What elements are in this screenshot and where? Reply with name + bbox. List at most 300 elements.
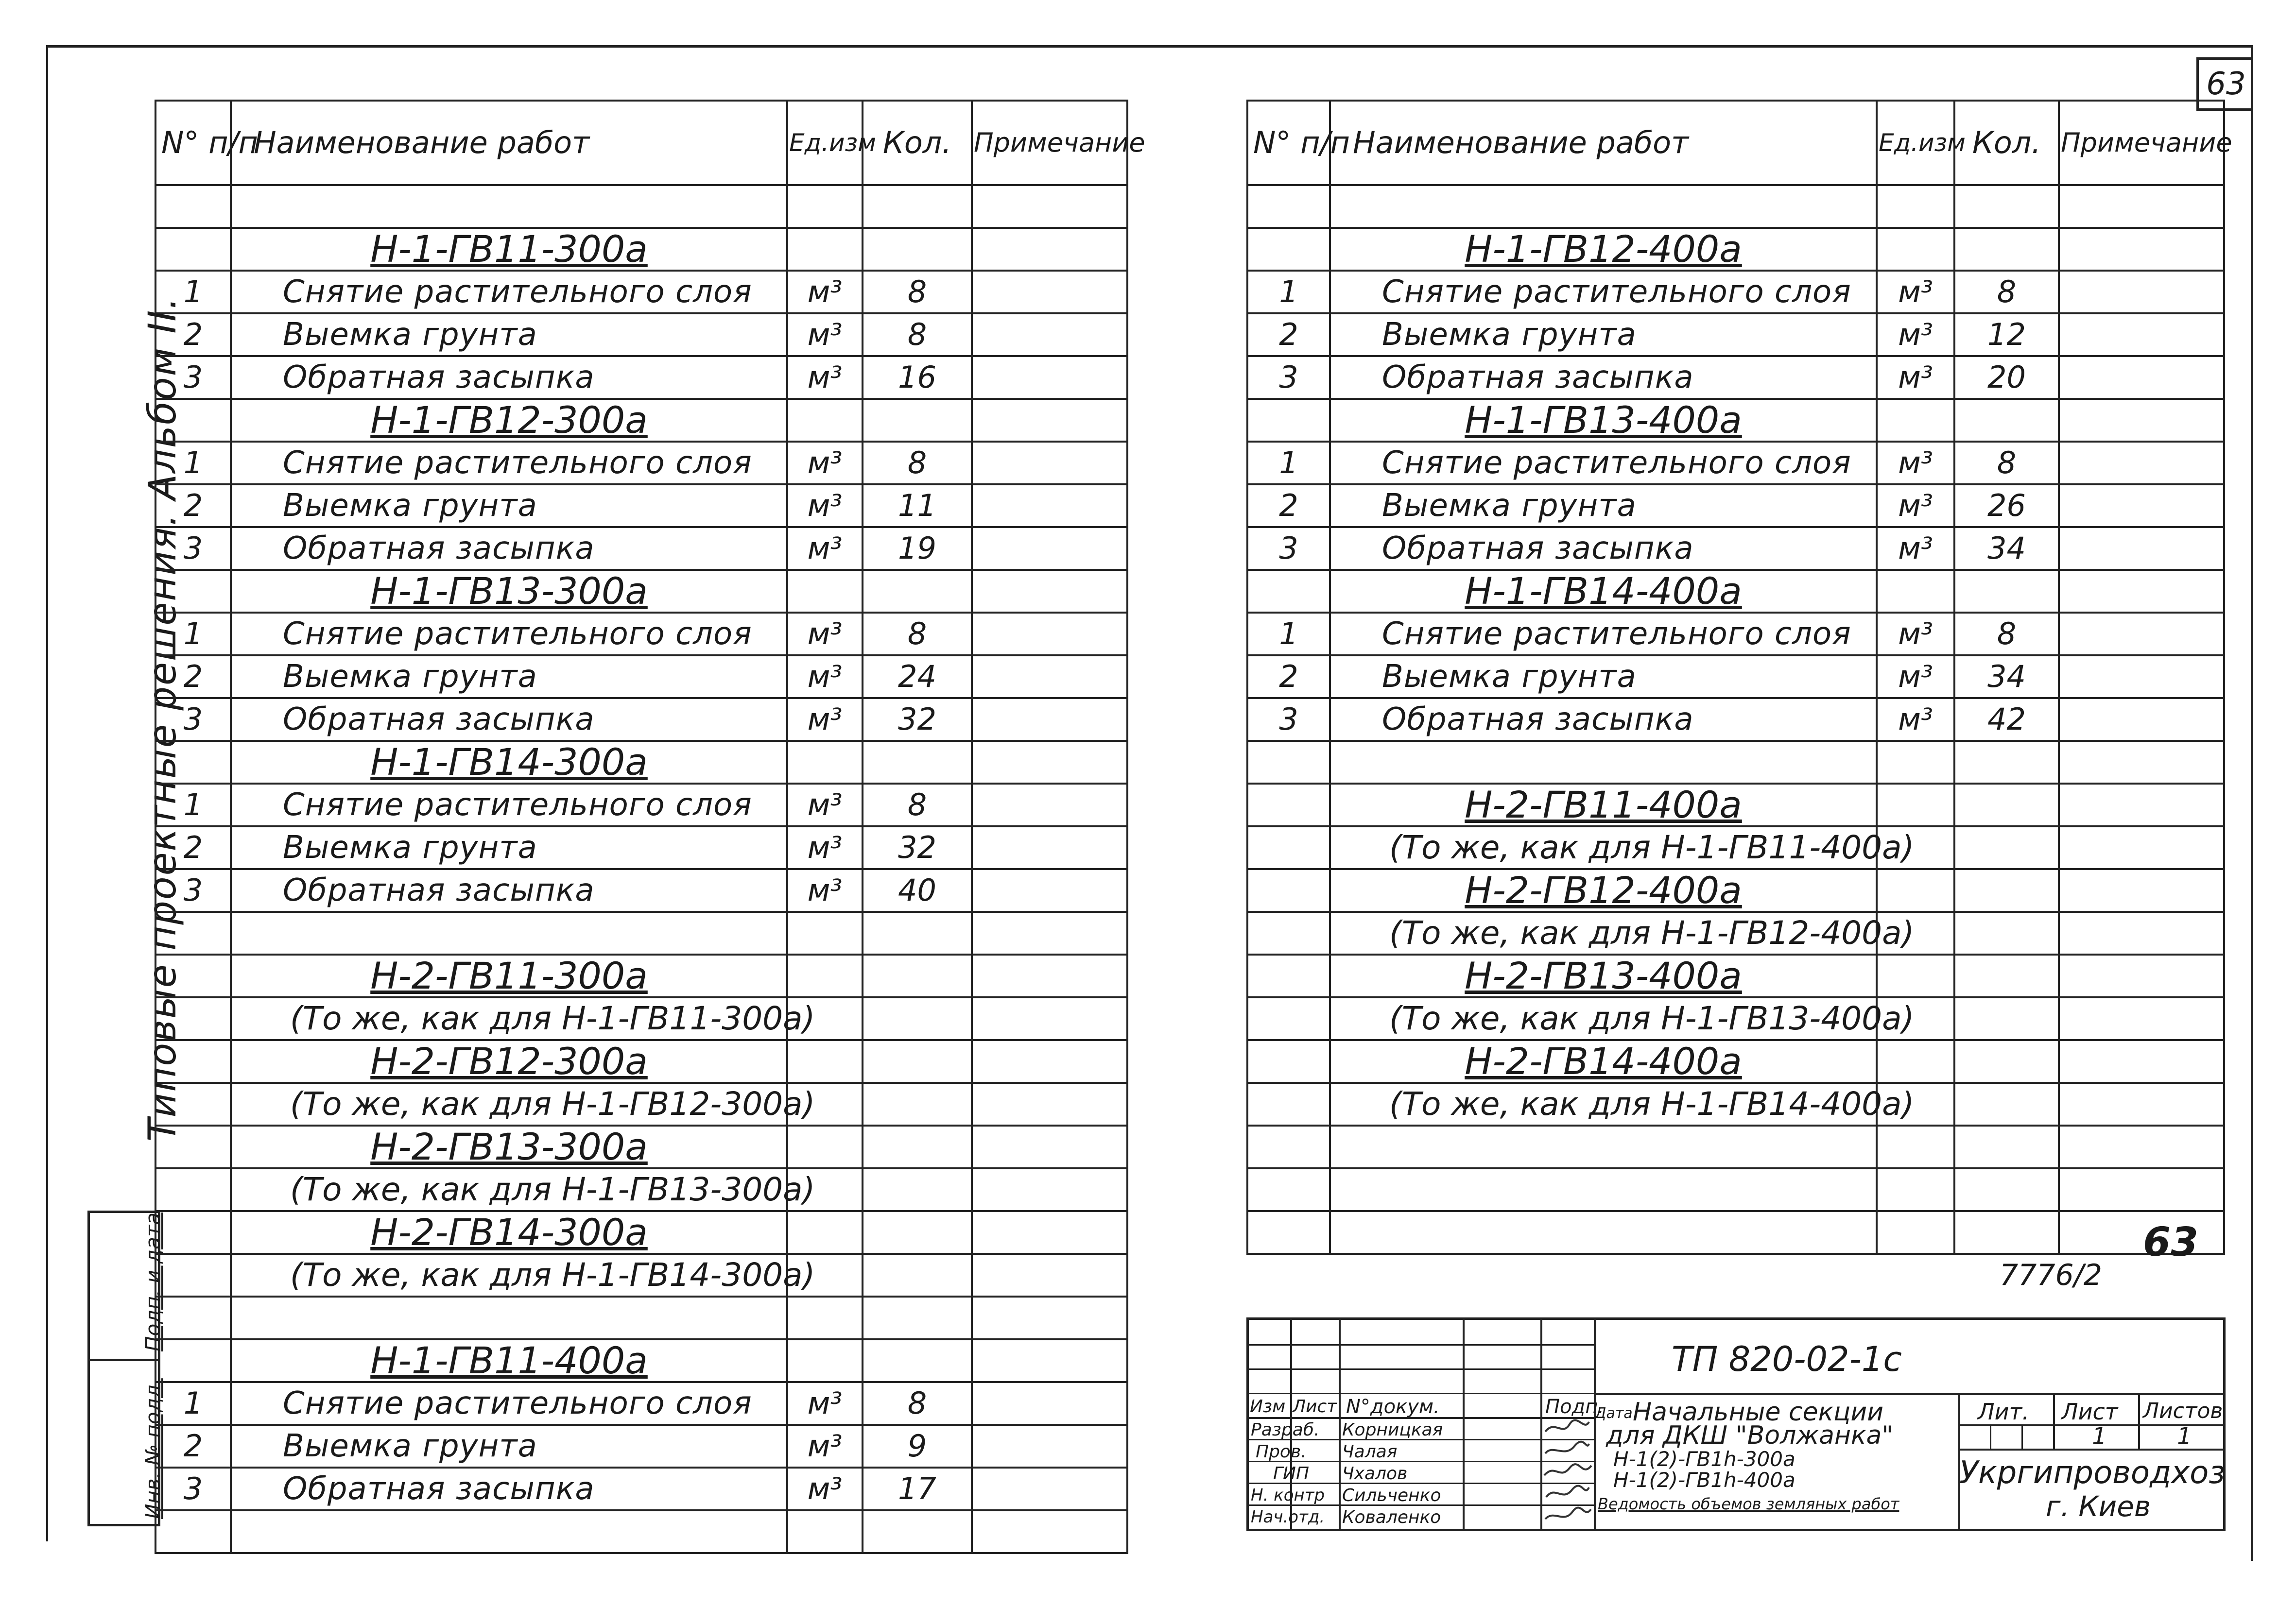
row-number: 3 xyxy=(155,356,231,399)
tb-drawing-code: ТП 820-02-1с xyxy=(1672,1339,1902,1379)
row-number xyxy=(155,955,231,997)
quantity xyxy=(1954,1040,2059,1083)
unit: м³ xyxy=(787,484,863,527)
note-cell xyxy=(972,826,1127,869)
work-name: Обратная засыпка xyxy=(1330,527,1877,570)
same-as-note: (То же, как для Н-1-ГВ13-300а) xyxy=(231,1168,787,1211)
row-number xyxy=(1247,570,1330,613)
tb-organisation: Укргипроводхоз xyxy=(1959,1455,2226,1491)
note-cell xyxy=(972,1168,1127,1211)
same-as-note-row xyxy=(155,1083,1127,1126)
unit: м³ xyxy=(1877,613,1954,655)
row-number xyxy=(1247,228,1330,271)
work-row xyxy=(155,784,1127,826)
row-number xyxy=(155,997,231,1040)
section-heading: Н-2-ГВ11-400а xyxy=(1330,784,1877,826)
empty-cell xyxy=(863,912,972,955)
empty-cell xyxy=(787,1297,863,1339)
row-number: 2 xyxy=(155,1425,231,1468)
same-as-note-row xyxy=(1247,1083,2224,1126)
work-row xyxy=(1247,527,2224,570)
unit: м³ xyxy=(787,698,863,741)
row-number xyxy=(155,741,231,784)
header-unit: Ед.изм xyxy=(787,101,863,185)
quantity: 8 xyxy=(1954,271,2059,313)
empty-cell xyxy=(1247,1126,1330,1168)
note-cell xyxy=(972,784,1127,826)
row-number: 2 xyxy=(1247,313,1330,356)
unit: м³ xyxy=(787,527,863,570)
note-cell xyxy=(972,313,1127,356)
same-as-note: (То же, как для Н-1-ГВ14-400а) xyxy=(1330,1083,1877,1126)
row-number xyxy=(155,228,231,271)
row-number xyxy=(155,1339,231,1382)
tb-sheet-value: 1 xyxy=(2092,1423,2107,1450)
row-number: 1 xyxy=(155,613,231,655)
tb-role-gip: ГИП xyxy=(1273,1464,1310,1484)
quantity: 42 xyxy=(1954,698,2059,741)
unit xyxy=(787,570,863,613)
signature-scribbles xyxy=(1540,1417,1594,1529)
note-cell xyxy=(2059,484,2224,527)
section-heading-row xyxy=(155,741,1127,784)
work-row xyxy=(155,655,1127,698)
empty-row xyxy=(155,1510,1127,1553)
note-cell xyxy=(972,1468,1127,1510)
quantity xyxy=(863,228,972,271)
tb-desc-line-1: Начальные секции xyxy=(1633,1398,1883,1427)
note-cell xyxy=(972,1339,1127,1382)
unit xyxy=(1877,955,1954,997)
work-row xyxy=(155,1425,1127,1468)
unit: м³ xyxy=(787,1468,863,1510)
header-name: Наименование работ xyxy=(1330,101,1877,185)
header-unit: Ед.изм xyxy=(1877,101,1954,185)
quantity: 19 xyxy=(863,527,972,570)
tb-role-nkontr: Н. контр xyxy=(1251,1486,1325,1505)
quantity xyxy=(1954,1083,2059,1126)
section-heading: Н-2-ГВ12-400а xyxy=(1330,869,1877,912)
empty-row xyxy=(155,1297,1127,1339)
unit xyxy=(1877,228,1954,271)
unit xyxy=(787,741,863,784)
quantity: 8 xyxy=(863,613,972,655)
work-row xyxy=(1247,655,2224,698)
work-name: Выемка грунта xyxy=(231,313,787,356)
section-heading-row xyxy=(1247,399,2224,442)
work-name: Снятие растительного слоя xyxy=(231,613,787,655)
row-number: 1 xyxy=(1247,442,1330,484)
quantity xyxy=(863,1254,972,1297)
row-number: 1 xyxy=(155,784,231,826)
quantity: 34 xyxy=(1954,527,2059,570)
quantity xyxy=(863,1083,972,1126)
row-number xyxy=(155,1126,231,1168)
work-name: Снятие растительного слоя xyxy=(231,1382,787,1425)
unit xyxy=(787,1126,863,1168)
row-number xyxy=(155,1083,231,1126)
quantity: 8 xyxy=(863,1382,972,1425)
quantity: 24 xyxy=(863,655,972,698)
side-stamp-podp: Подп. и дата xyxy=(141,1212,165,1351)
tb-name-nach: Коваленко xyxy=(1342,1507,1441,1527)
work-row xyxy=(1247,613,2224,655)
note-cell xyxy=(972,1425,1127,1468)
work-name: Выемка грунта xyxy=(231,1425,787,1468)
work-row xyxy=(155,826,1127,869)
work-name: Обратная засыпка xyxy=(1330,356,1877,399)
empty-row xyxy=(1247,1211,2224,1254)
tb-sheets-label: Листов xyxy=(2143,1399,2223,1423)
note-cell xyxy=(2059,1040,2224,1083)
work-row xyxy=(155,442,1127,484)
unit: м³ xyxy=(787,356,863,399)
empty-row xyxy=(1247,1168,2224,1211)
note-cell xyxy=(2059,1083,2224,1126)
right-works-table xyxy=(1246,100,2232,1255)
empty-cell xyxy=(863,185,972,228)
empty-cell xyxy=(1247,1168,1330,1211)
work-row xyxy=(1247,698,2224,741)
empty-cell xyxy=(972,1510,1127,1553)
row-number xyxy=(155,399,231,442)
row-number xyxy=(1247,826,1330,869)
quantity: 26 xyxy=(1954,484,2059,527)
right-table-body xyxy=(1247,101,2232,1254)
row-number xyxy=(1247,1083,1330,1126)
section-heading: Н-2-ГВ11-300а xyxy=(231,955,787,997)
note-cell xyxy=(972,356,1127,399)
row-number: 1 xyxy=(1247,613,1330,655)
empty-cell xyxy=(2059,1211,2224,1254)
note-cell xyxy=(972,1040,1127,1083)
row-number: 3 xyxy=(1247,527,1330,570)
quantity: 8 xyxy=(863,784,972,826)
tb-sheets-value: 1 xyxy=(2177,1423,2192,1450)
empty-cell xyxy=(2059,185,2224,228)
row-number: 3 xyxy=(155,698,231,741)
work-name: Выемка грунта xyxy=(231,484,787,527)
empty-cell xyxy=(972,912,1127,955)
quantity xyxy=(863,741,972,784)
empty-cell xyxy=(2059,741,2224,784)
same-as-note-row xyxy=(1247,997,2224,1040)
quantity: 32 xyxy=(863,826,972,869)
title-block xyxy=(1246,1317,2226,1531)
quantity: 20 xyxy=(1954,356,2059,399)
section-heading: Н-1-ГВ13-400а xyxy=(1330,399,1877,442)
note-cell xyxy=(972,955,1127,997)
same-as-note-row xyxy=(155,1254,1127,1297)
side-stamp-inv: Инв. № подл. xyxy=(141,1378,165,1519)
section-heading-row xyxy=(155,955,1127,997)
empty-cell xyxy=(787,1510,863,1553)
empty-cell xyxy=(1330,1211,1877,1254)
header-qty: Кол. xyxy=(1954,101,2059,185)
empty-row xyxy=(1247,1126,2224,1168)
left-table-body xyxy=(155,101,1145,1553)
quantity xyxy=(1954,399,2059,442)
row-number: 2 xyxy=(155,313,231,356)
section-heading-row xyxy=(155,1211,1127,1254)
empty-cell xyxy=(1954,1126,2059,1168)
row-number xyxy=(1247,912,1330,955)
work-name: Обратная засыпка xyxy=(231,698,787,741)
unit: м³ xyxy=(787,1382,863,1425)
unit: м³ xyxy=(787,313,863,356)
unit: м³ xyxy=(1877,655,1954,698)
tb-col-data: Дата xyxy=(1595,1405,1633,1422)
row-number xyxy=(1247,784,1330,826)
unit xyxy=(787,1211,863,1254)
quantity xyxy=(863,955,972,997)
unit: м³ xyxy=(787,826,863,869)
note-cell xyxy=(2059,228,2224,271)
section-heading: Н-1-ГВ11-300а xyxy=(231,228,787,271)
same-as-note: (То же, как для Н-1-ГВ11-400а) xyxy=(1330,826,1877,869)
side-stamp xyxy=(87,1211,165,1526)
row-number xyxy=(1247,399,1330,442)
tb-desc-line-5: Ведомость объемов земляных работ xyxy=(1598,1495,1899,1513)
empty-cell xyxy=(1330,1126,1877,1168)
empty-cell xyxy=(2059,1126,2224,1168)
row-number: 2 xyxy=(155,826,231,869)
empty-cell xyxy=(1247,741,1330,784)
note-cell xyxy=(972,1254,1127,1297)
row-number xyxy=(1247,1040,1330,1083)
note-cell xyxy=(2059,570,2224,613)
header-qty: Кол. xyxy=(863,101,972,185)
quantity xyxy=(1954,997,2059,1040)
tb-sheet-label: Лист xyxy=(2061,1399,2118,1425)
work-row xyxy=(155,613,1127,655)
tb-role-nach: Нач.отд. xyxy=(1251,1507,1325,1527)
work-row xyxy=(155,313,1127,356)
section-heading-row xyxy=(155,399,1127,442)
work-row xyxy=(1247,313,2224,356)
section-heading: Н-2-ГВ14-400а xyxy=(1330,1040,1877,1083)
empty-cell xyxy=(1877,1126,1954,1168)
row-number xyxy=(155,1168,231,1211)
section-heading: Н-1-ГВ14-400а xyxy=(1330,570,1877,613)
unit: м³ xyxy=(787,655,863,698)
note-cell xyxy=(2059,313,2224,356)
quantity xyxy=(1954,955,2059,997)
right-table-header xyxy=(1247,101,2224,185)
empty-cell xyxy=(787,185,863,228)
tb-desc-line-2: для ДКШ "Волжанка" xyxy=(1606,1421,1894,1450)
quantity xyxy=(863,399,972,442)
note-cell xyxy=(972,613,1127,655)
quantity: 8 xyxy=(1954,613,2059,655)
empty-cell xyxy=(863,1297,972,1339)
work-name: Обратная засыпка xyxy=(231,1468,787,1510)
section-heading-row xyxy=(1247,784,2224,826)
row-number xyxy=(1247,955,1330,997)
unit xyxy=(787,228,863,271)
tb-name-gip: Чхалов xyxy=(1342,1464,1408,1484)
row-number xyxy=(1247,997,1330,1040)
empty-cell xyxy=(972,1297,1127,1339)
archive-number: 7776/2 xyxy=(2000,1258,2103,1292)
work-name: Выемка грунта xyxy=(1330,655,1877,698)
empty-cell xyxy=(231,1510,787,1553)
work-row xyxy=(1247,356,2224,399)
quantity: 16 xyxy=(863,356,972,399)
frame-right-line xyxy=(2251,45,2253,1561)
row-number: 3 xyxy=(155,869,231,912)
left-table-header xyxy=(155,101,1127,185)
quantity: 8 xyxy=(1954,442,2059,484)
header-note: Примечание xyxy=(972,101,1127,185)
note-cell xyxy=(2059,399,2224,442)
tb-col-podp: Подп. xyxy=(1545,1396,1605,1418)
empty-cell xyxy=(231,912,787,955)
work-row xyxy=(155,527,1127,570)
work-name: Обратная засыпка xyxy=(231,527,787,570)
row-number xyxy=(155,1254,231,1297)
note-cell xyxy=(972,997,1127,1040)
tb-desc-line-3: Н-1(2)-ГВ1h-300а xyxy=(1613,1447,1795,1471)
empty-cell xyxy=(1330,741,1877,784)
quantity: 8 xyxy=(863,442,972,484)
header-name: Наименование работ xyxy=(231,101,787,185)
quantity xyxy=(863,1339,972,1382)
section-heading-row xyxy=(155,228,1127,271)
tb-lit-label: Лит. xyxy=(1978,1399,2029,1425)
empty-cell xyxy=(2059,1168,2224,1211)
empty-cell xyxy=(1877,1168,1954,1211)
tb-col-izm: Изм xyxy=(1250,1397,1286,1417)
tb-role-prov: Пров. xyxy=(1256,1442,1307,1462)
unit: м³ xyxy=(787,613,863,655)
row-number xyxy=(1247,869,1330,912)
empty-cell xyxy=(231,1297,787,1339)
unit: м³ xyxy=(787,869,863,912)
quantity xyxy=(1954,826,2059,869)
tb-col-list: Лист xyxy=(1293,1397,1337,1417)
quantity xyxy=(863,1211,972,1254)
empty-cell xyxy=(231,185,787,228)
row-number: 2 xyxy=(1247,484,1330,527)
note-cell xyxy=(972,1083,1127,1126)
note-cell xyxy=(2059,271,2224,313)
same-as-note-row xyxy=(155,1168,1127,1211)
note-cell xyxy=(972,655,1127,698)
tb-role-razrab: Разраб. xyxy=(1251,1420,1320,1440)
header-note: Примечание xyxy=(2059,101,2224,185)
work-row xyxy=(1247,484,2224,527)
section-heading: Н-2-ГВ14-300а xyxy=(231,1211,787,1254)
work-name: Снятие растительного слоя xyxy=(231,784,787,826)
row-number: 1 xyxy=(155,442,231,484)
unit: м³ xyxy=(1877,484,1954,527)
note-cell xyxy=(972,741,1127,784)
work-row xyxy=(155,869,1127,912)
note-cell xyxy=(972,442,1127,484)
unit: м³ xyxy=(787,1425,863,1468)
empty-cell xyxy=(1247,185,1330,228)
quantity: 40 xyxy=(863,869,972,912)
section-heading: Н-2-ГВ12-300а xyxy=(231,1040,787,1083)
note-cell xyxy=(972,399,1127,442)
note-cell xyxy=(972,698,1127,741)
note-cell xyxy=(2059,442,2224,484)
note-cell xyxy=(972,271,1127,313)
unit: м³ xyxy=(1877,313,1954,356)
empty-cell xyxy=(1330,185,1877,228)
row-number: 2 xyxy=(1247,655,1330,698)
unit xyxy=(1877,1040,1954,1083)
empty-cell xyxy=(1954,741,2059,784)
same-as-note: (То же, как для Н-1-ГВ13-400а) xyxy=(1330,997,1877,1040)
work-name: Снятие растительного слоя xyxy=(1330,271,1877,313)
empty-row xyxy=(1247,741,2224,784)
section-heading-row xyxy=(155,570,1127,613)
note-cell xyxy=(972,228,1127,271)
work-name: Снятие растительного слоя xyxy=(231,271,787,313)
empty-row xyxy=(1247,185,2224,228)
quantity xyxy=(1954,570,2059,613)
note-cell xyxy=(972,1211,1127,1254)
note-cell xyxy=(2059,613,2224,655)
quantity: 11 xyxy=(863,484,972,527)
quantity xyxy=(1954,912,2059,955)
same-as-note: (То же, как для Н-1-ГВ11-300а) xyxy=(231,997,787,1040)
empty-cell xyxy=(1954,1168,2059,1211)
empty-cell xyxy=(1877,741,1954,784)
row-number: 1 xyxy=(155,271,231,313)
frame-top-line xyxy=(46,45,2252,48)
note-cell xyxy=(972,869,1127,912)
work-name: Выемка грунта xyxy=(231,826,787,869)
empty-row xyxy=(155,912,1127,955)
empty-cell xyxy=(1954,185,2059,228)
note-cell xyxy=(2059,784,2224,826)
row-number: 1 xyxy=(1247,271,1330,313)
work-row xyxy=(155,1468,1127,1510)
note-cell xyxy=(972,1126,1127,1168)
unit xyxy=(787,1339,863,1382)
row-number: 3 xyxy=(155,527,231,570)
work-row xyxy=(155,271,1127,313)
work-row xyxy=(1247,271,2224,313)
section-heading-row xyxy=(155,1339,1127,1382)
note-cell xyxy=(2059,356,2224,399)
row-number xyxy=(155,1040,231,1083)
work-name: Обратная засыпка xyxy=(231,869,787,912)
quantity: 17 xyxy=(863,1468,972,1510)
empty-cell xyxy=(972,185,1127,228)
row-number: 2 xyxy=(155,655,231,698)
section-heading: Н-1-ГВ13-300а xyxy=(231,570,787,613)
frame-left-line xyxy=(46,45,48,1541)
unit xyxy=(1877,570,1954,613)
note-cell xyxy=(2059,912,2224,955)
section-heading: Н-2-ГВ13-300а xyxy=(231,1126,787,1168)
section-heading: Н-1-ГВ12-300а xyxy=(231,399,787,442)
same-as-note-row xyxy=(155,997,1127,1040)
work-row xyxy=(155,698,1127,741)
work-name: Выемка грунта xyxy=(1330,484,1877,527)
quantity: 12 xyxy=(1954,313,2059,356)
unit: м³ xyxy=(1877,698,1954,741)
unit xyxy=(1877,399,1954,442)
quantity xyxy=(1954,784,2059,826)
quantity xyxy=(863,1040,972,1083)
unit xyxy=(787,399,863,442)
work-row xyxy=(1247,442,2224,484)
